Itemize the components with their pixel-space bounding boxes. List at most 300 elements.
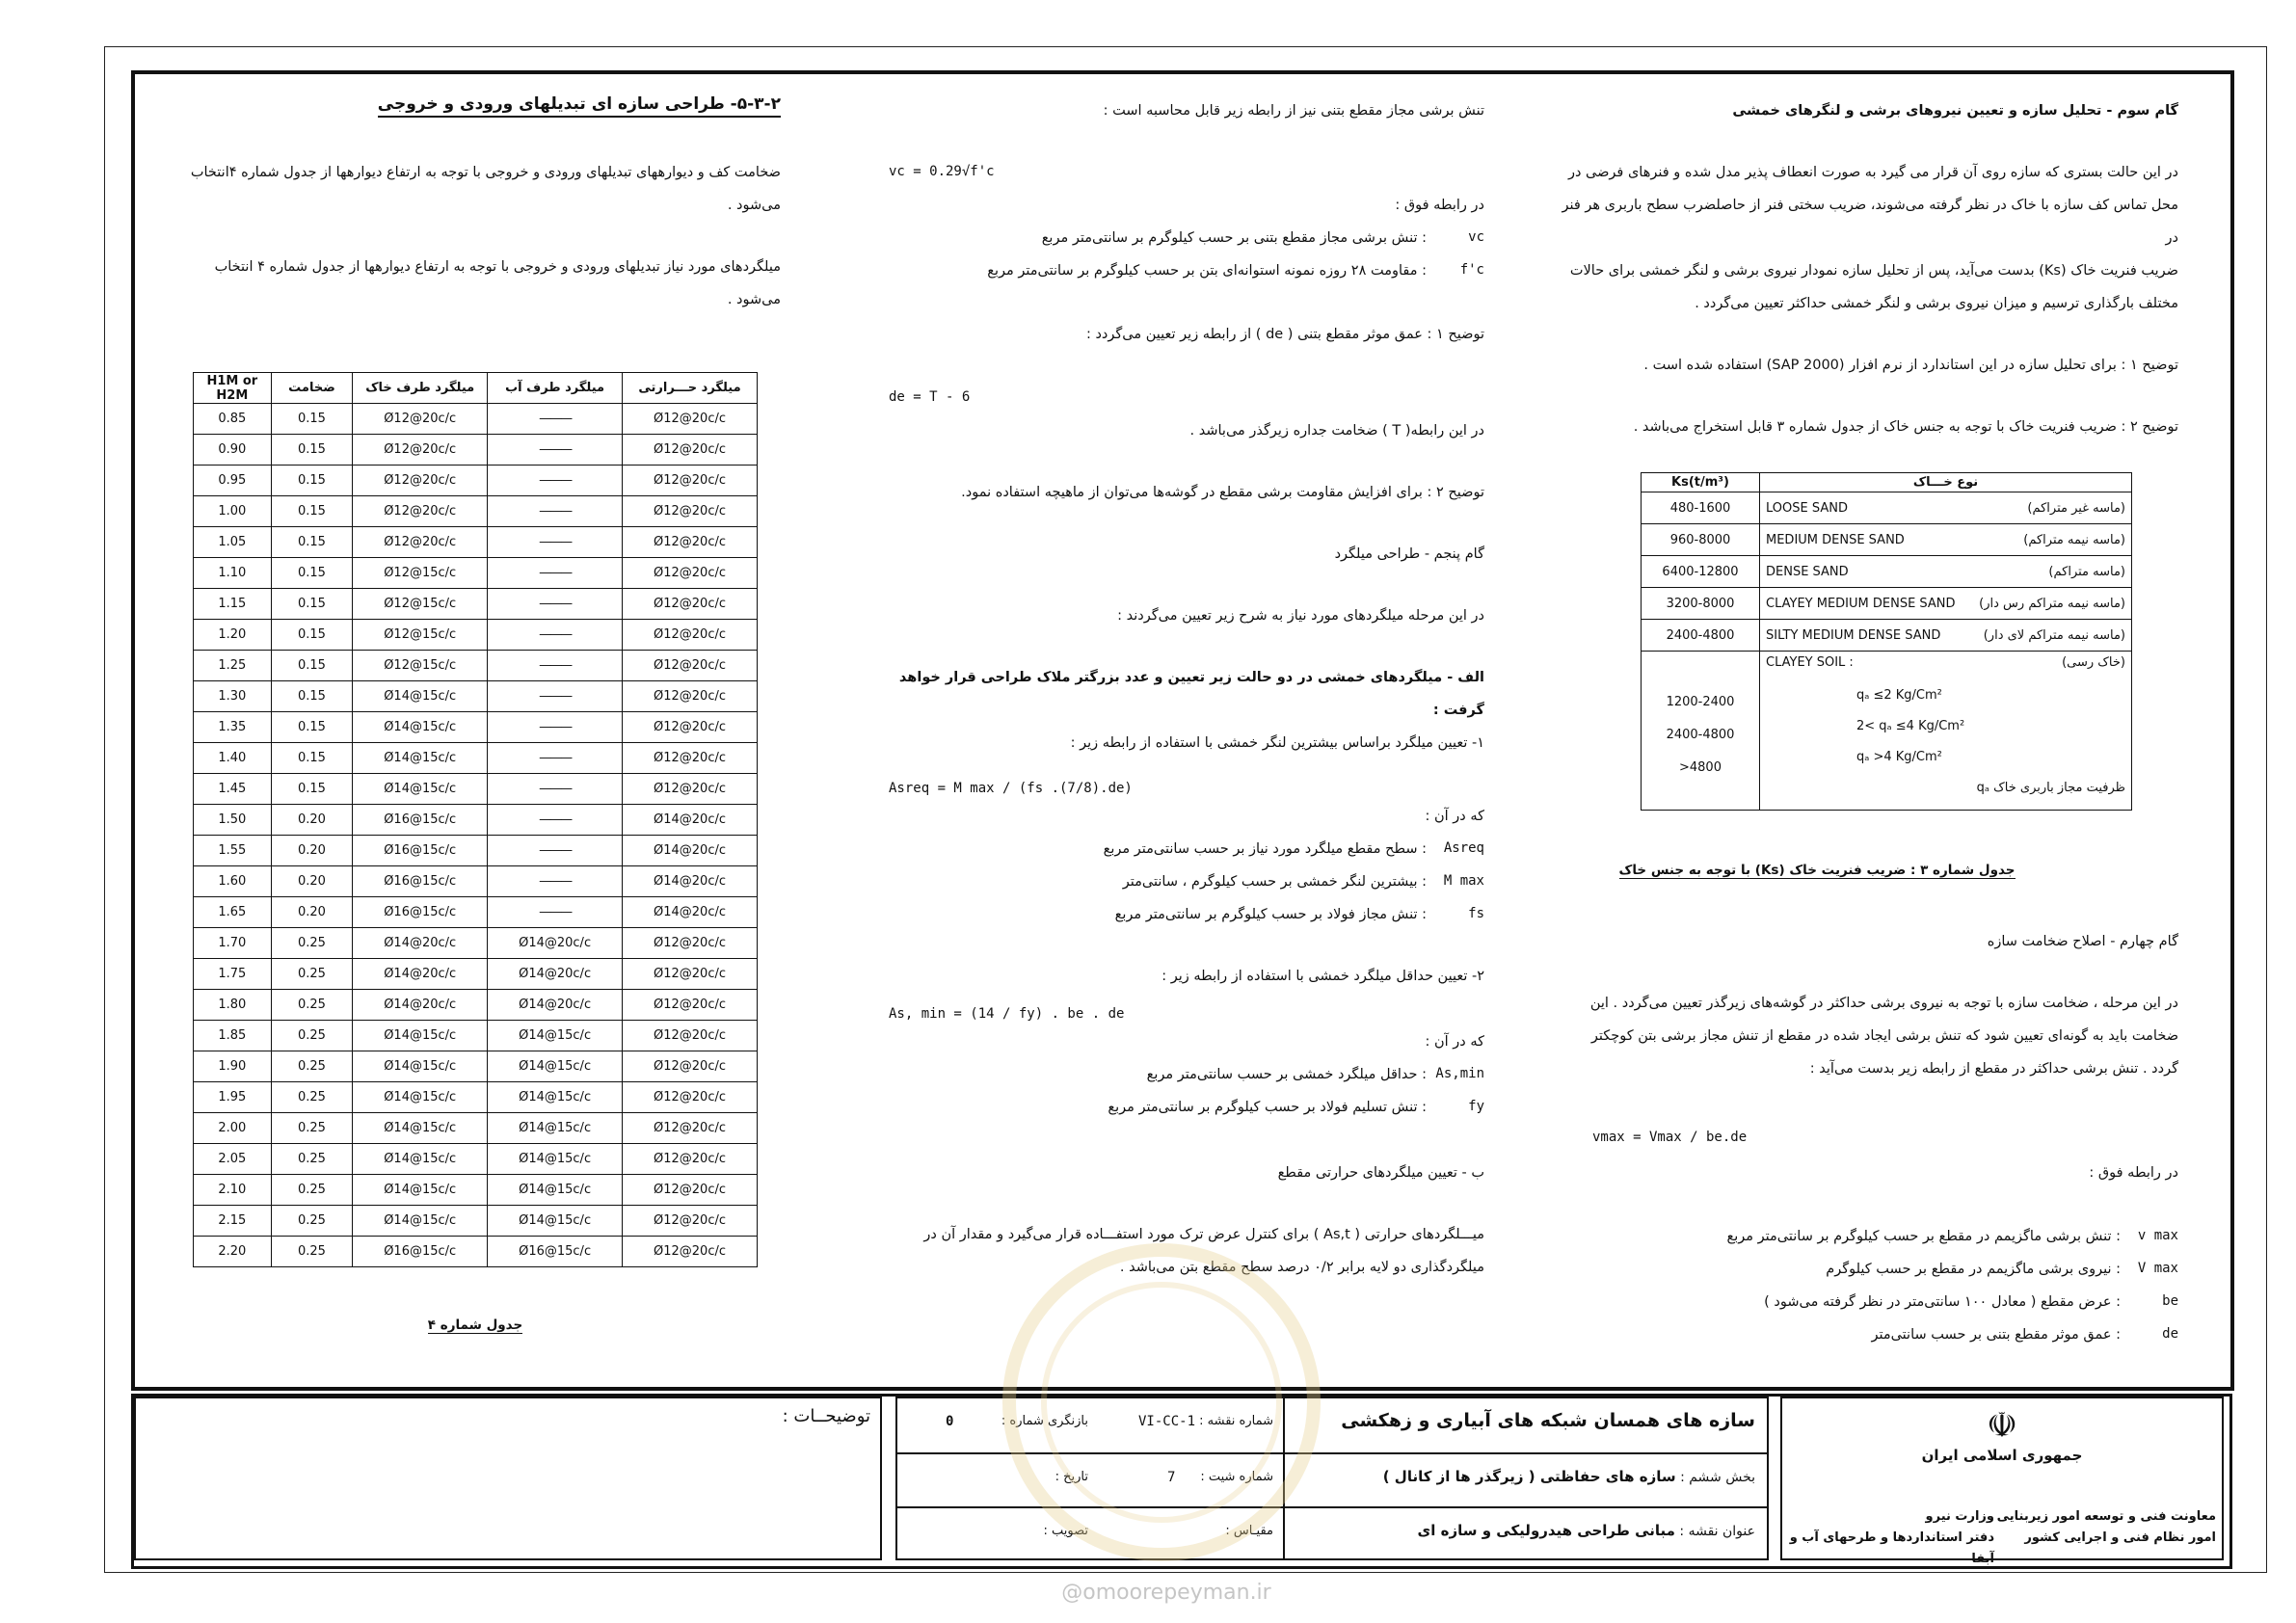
- table-row: [194, 1082, 758, 1113]
- table-row: [194, 836, 758, 866]
- table-cell: ———: [488, 527, 623, 558]
- ks-value: 1200-2400: [1666, 695, 1735, 709]
- table-cell: Ø12@20c/c: [353, 496, 488, 527]
- be-heading: ب - تعیین میلگردهای حرارتی مقطع: [1277, 1165, 1484, 1181]
- table-cell: Ø12@20c/c: [623, 990, 758, 1021]
- sheet-no: VI-CC-1: [1138, 1414, 1196, 1429]
- table-cell: 0.25: [271, 1051, 353, 1082]
- table-cell: Ø12@20c/c: [623, 589, 758, 620]
- t-definition: در این رابطه( T ) ضخامت جداره زیرگذر می‌باشد .: [1189, 423, 1484, 439]
- definition-text: : تنش تسلیم فولاد بر حسب کیلوگرم بر سانتی‌متر مربع: [1108, 1100, 1427, 1115]
- table-cell: 0.15: [271, 466, 353, 496]
- table-cell: 1.25: [194, 651, 272, 681]
- table-cell: 0.15: [271, 589, 353, 620]
- table-cell: ———: [488, 404, 623, 435]
- definition-symbol: be: [2162, 1293, 2178, 1309]
- table-cell: Ø14@15c/c: [353, 774, 488, 805]
- table-cell: Ø12@20c/c: [353, 404, 488, 435]
- table-cell: Ø14@15c/c: [353, 1021, 488, 1051]
- org-right-line: معاونت فنی و توسعه امور زیربنایی: [1996, 1509, 2216, 1524]
- mid-defs-3: [887, 1058, 1484, 1124]
- table-cell: 1.60: [194, 866, 272, 897]
- definition-row: [887, 254, 1484, 287]
- formula-asmin: As, min = (14 / fy) . be . de: [889, 1006, 1125, 1022]
- table-cell: Ø14@15c/c: [353, 1113, 488, 1144]
- clay-en: CLAYEY SOIL :: [1766, 655, 1854, 670]
- table-row: [194, 681, 758, 712]
- ks-row: [1642, 556, 2132, 588]
- table-cell: 2.15: [194, 1206, 272, 1237]
- soil-en: SILTY MEDIUM DENSE SAND: [1766, 627, 1941, 643]
- ks-row: [1642, 588, 2132, 620]
- table-cell: 2.20: [194, 1237, 272, 1267]
- left-para: ضخامت کف و دیوارههای تبدیلهای ورودی و خروجی با توجه به ارتفاع دیوارهها از جدول شماره ۴انتخاب: [190, 165, 781, 180]
- table-cell: 1.85: [194, 1021, 272, 1051]
- watermark-inner-ring: [1041, 1282, 1282, 1523]
- definition-symbol: vc: [1468, 229, 1484, 245]
- table-cell: ———: [488, 866, 623, 897]
- table-cell: 0.95: [194, 466, 272, 496]
- table-row: [194, 496, 758, 527]
- soil-en: MEDIUM DENSE SAND: [1766, 532, 1905, 547]
- soil-type-cell: [1760, 556, 2132, 588]
- table-cell: Ø14@20c/c: [623, 897, 758, 928]
- table-cell: 2.05: [194, 1144, 272, 1175]
- item-1: ۱- تعیین میلگرد براساس بیشترین لنگر خمشی با استفاده از رابطه زیر :: [1070, 735, 1484, 751]
- ks-value: 2400-4800: [1666, 728, 1735, 742]
- table-cell: Ø12@20c/c: [623, 1206, 758, 1237]
- table-cell: 0.25: [271, 990, 353, 1021]
- table-cell: 1.80: [194, 990, 272, 1021]
- table-cell: Ø12@20c/c: [623, 774, 758, 805]
- scale-label: مقیـاس :: [1225, 1524, 1273, 1538]
- table-cell: 1.90: [194, 1051, 272, 1082]
- table-cell: Ø14@15c/c: [353, 1144, 488, 1175]
- table-cell: 0.15: [271, 681, 353, 712]
- table-cell: Ø16@15c/c: [353, 866, 488, 897]
- para-line: گردد . تنش برشی حداکثر در مقطع از رابطه زیر بدست می‌آید :: [1809, 1061, 2178, 1077]
- soil-fa: (ماسه متراکم): [2048, 564, 2125, 579]
- table-cell: Ø12@20c/c: [623, 620, 758, 651]
- table-cell: Ø14@15c/c: [353, 681, 488, 712]
- table-cell: 1.30: [194, 681, 272, 712]
- page-number: 7: [1167, 1470, 1176, 1485]
- table-row: [194, 435, 758, 466]
- ks-value: >4800: [1679, 760, 1722, 775]
- definition-text: : نیروی برشی ماگزیمم در مقطع بر حسب کیلوگرم: [1826, 1262, 2121, 1277]
- table-cell: Ø14@20c/c: [623, 805, 758, 836]
- table-cell: Ø16@15c/c: [353, 1237, 488, 1267]
- definition-text: : مقاومت ۲۸ روزه نمونه استوانه‌ای بتن بر حسب کیلوگرم بر سانتی‌متر مربع: [987, 263, 1427, 279]
- table-cell: Ø12@20c/c: [623, 743, 758, 774]
- col-water-side: میلگرد طرف آب: [488, 373, 623, 404]
- ks-table: [1641, 472, 2132, 811]
- table-cell: Ø12@20c/c: [623, 928, 758, 959]
- table-cell: Ø14@15c/c: [488, 1082, 623, 1113]
- table-cell: 0.15: [271, 527, 353, 558]
- where: که در آن :: [1425, 809, 1484, 824]
- table-cell: Ø14@20c/c: [488, 959, 623, 990]
- notes-cell: [134, 1397, 882, 1560]
- emblem-icon: ☫: [1986, 1406, 2018, 1446]
- formula-vc: vc = 0.29√f'c: [889, 164, 995, 179]
- date-label: تاریخ :: [1055, 1470, 1088, 1484]
- definition-symbol: de: [2162, 1326, 2178, 1342]
- watermark-text: @omoorepeyman.ir: [1061, 1581, 1271, 1605]
- ks-table-wrap: [1641, 472, 2132, 811]
- table-cell: Ø14@15c/c: [353, 1051, 488, 1082]
- table-cell: Ø12@20c/c: [623, 1021, 758, 1051]
- table-row: [194, 959, 758, 990]
- table-cell: 1.35: [194, 712, 272, 743]
- mid-note-2: توضیح ۲ : برای افزایش مقاومت برشی مقطع در گوشه‌ها می‌توان از ماهیچه استفاده نمود.: [961, 485, 1484, 500]
- table-cell: Ø16@15c/c: [353, 897, 488, 928]
- ks-value: 3200-8000: [1642, 588, 1760, 620]
- table-cell: 1.40: [194, 743, 272, 774]
- soil-type-cell: [1760, 588, 2132, 620]
- definition-symbol: v max: [2137, 1228, 2178, 1243]
- table-cell: 0.25: [271, 928, 353, 959]
- definition-row: [887, 222, 1484, 254]
- mid-defs-1: [887, 222, 1484, 287]
- step4-heading: گام چهارم - اصلاح ضخامت سازه: [1987, 934, 2178, 949]
- table-row: [194, 1237, 758, 1267]
- table-row: [194, 1175, 758, 1206]
- para-line: مختلف بارگذاری ترسیم و میزان نیروی برشی و لنگر خمشی حداکثر تعیین می‌گردد .: [1695, 296, 2178, 311]
- table-cell: 1.50: [194, 805, 272, 836]
- approve-label: تصویب :: [1043, 1524, 1088, 1538]
- table-cell: 0.15: [271, 496, 353, 527]
- table-cell: Ø14@20c/c: [488, 990, 623, 1021]
- table-cell: ———: [488, 774, 623, 805]
- shear-intro: تنش برشی مجاز مقطع بتنی نیز از رابطه زیر قابل محاسبه است :: [1103, 103, 1484, 119]
- table-cell: 0.15: [271, 558, 353, 589]
- table-cell: Ø12@15c/c: [353, 651, 488, 681]
- soil-type-cell: [1760, 492, 2132, 524]
- table-cell: Ø12@20c/c: [623, 496, 758, 527]
- org-right-line: امور نظام فنی و اجرایی کشور: [2024, 1530, 2216, 1545]
- item-2: ۲- تعیین حداقل میلگرد خمشی با استفاده از رابطه زیر :: [1161, 969, 1484, 984]
- revision: 0: [946, 1414, 954, 1429]
- definition-row: [887, 1058, 1484, 1091]
- alef-text: الف - میلگردهای خمشی در دو حالت زیر تعیین و عدد بزرگتر ملاک طراحی قرار خواهد گرفت :: [898, 670, 1484, 718]
- table-row: [194, 897, 758, 928]
- org-left-line: وزارت نیرو: [1925, 1509, 1994, 1524]
- definition-text: : بیشترین لنگر خمشی بر حسب کیلوگرم ، سانتی‌متر: [1122, 874, 1427, 890]
- para-line: محل تماس کف سازه با خاک در نظر گرفته می‌شوند، ضریب سختی فنر از حاصلضرب سطح باربری هر فنر در: [1562, 198, 2178, 246]
- table-cell: Ø12@15c/c: [353, 558, 488, 589]
- definition-row: [887, 833, 1484, 865]
- soil-en: LOOSE SAND: [1766, 500, 1848, 516]
- soil-en: DENSE SAND: [1766, 564, 1849, 579]
- soil-fa: (ماسه نیمه متراکم رس دار): [1979, 596, 2125, 611]
- col-soil-side: میلگرد طرف خاک: [353, 373, 488, 404]
- qa-note: qₐ ظرفیت مجاز باربری خاک: [1976, 781, 2125, 795]
- table-cell: ———: [488, 805, 623, 836]
- table-cell: Ø12@20c/c: [623, 712, 758, 743]
- in-relation: در رابطه فوق :: [1395, 198, 1484, 213]
- clay-cond: qₐ ≤2 Kg/Cm²: [1856, 688, 1942, 703]
- table-cell: 0.15: [271, 774, 353, 805]
- table-cell: 0.90: [194, 435, 272, 466]
- table-cell: Ø14@20c/c: [353, 959, 488, 990]
- table-cell: Ø14@15c/c: [353, 712, 488, 743]
- rev-label: بازنگری شماره :: [1001, 1414, 1088, 1428]
- soil-type-cell: [1760, 620, 2132, 652]
- soil-fa: (ماسه نیمه متراکم): [2023, 532, 2125, 547]
- table-cell: 0.25: [271, 959, 353, 990]
- note-2: توضیح ۲ : ضریب فنریت خاک با توجه به جنس خاک از جدول شماره ۳ قابل استخراج می‌باشد .: [1633, 419, 2178, 435]
- table-cell: Ø12@20c/c: [623, 1237, 758, 1267]
- table-row: [194, 1113, 758, 1144]
- table-cell: 1.75: [194, 959, 272, 990]
- definition-text: : تنش برشی ماگزیمم در مقطع بر حسب کیلوگرم بر سانتی‌متر مربع: [1726, 1229, 2121, 1244]
- step5-heading: گام پنجم - طراحی میلگرد: [1334, 546, 1484, 562]
- table-cell: 0.25: [271, 1113, 353, 1144]
- table-cell: Ø16@15c/c: [488, 1237, 623, 1267]
- table-cell: ———: [488, 651, 623, 681]
- table-cell: 1.55: [194, 836, 272, 866]
- table-cell: Ø12@20c/c: [353, 435, 488, 466]
- table-cell: ———: [488, 712, 623, 743]
- ks-value: 2400-4800: [1642, 620, 1760, 652]
- definition-symbol: fy: [1468, 1099, 1484, 1114]
- drawing-title-label: عنوان نقشه :: [1679, 1524, 1755, 1539]
- ks-value: 480-1600: [1642, 492, 1760, 524]
- table-cell: Ø12@20c/c: [623, 466, 758, 496]
- table-cell: 0.20: [271, 805, 353, 836]
- table-cell: Ø12@20c/c: [623, 959, 758, 990]
- ks-row: [1642, 492, 2132, 524]
- table3-caption: جدول شماره ۳ : ضریب فنریت خاک (Ks) با توجه به جنس خاک: [1618, 863, 2016, 878]
- table-cell: Ø16@15c/c: [353, 836, 488, 866]
- table-cell: ———: [488, 589, 623, 620]
- table-cell: Ø14@20c/c: [488, 928, 623, 959]
- table-cell: ———: [488, 466, 623, 496]
- definition-text: : تنش مجاز فولاد بر حسب کیلوگرم بر سانتی‌متر مربع: [1114, 907, 1427, 922]
- table-cell: 1.20: [194, 620, 272, 651]
- table-cell: Ø12@20c/c: [623, 681, 758, 712]
- table-cell: Ø16@15c/c: [353, 805, 488, 836]
- page-label: شماره شیت :: [1200, 1470, 1273, 1484]
- table-cell: Ø12@20c/c: [623, 558, 758, 589]
- table-cell: Ø14@15c/c: [488, 1144, 623, 1175]
- table-cell: ———: [488, 681, 623, 712]
- table-row: [194, 527, 758, 558]
- table-cell: Ø14@20c/c: [353, 990, 488, 1021]
- definition-text: : حداقل میلگرد خمشی بر حسب سانتی‌متر مربع: [1146, 1067, 1427, 1082]
- rebar-table: [193, 372, 758, 1267]
- formula-vmax: vmax = Vmax / be.de: [1592, 1130, 1748, 1145]
- table-row: [194, 866, 758, 897]
- table-row: [194, 466, 758, 496]
- in-relation: در رابطه فوق :: [2089, 1165, 2178, 1181]
- notes-label: توضیحــات :: [782, 1406, 870, 1426]
- table-cell: Ø12@20c/c: [623, 651, 758, 681]
- soil-fa: (ماسه غیر متراکم): [2027, 500, 2125, 516]
- table-cell: 1.15: [194, 589, 272, 620]
- table-row: [194, 743, 758, 774]
- org-cell: [1780, 1397, 2224, 1566]
- table-cell: 0.15: [271, 404, 353, 435]
- table-cell: ———: [488, 743, 623, 774]
- definition-row: [1562, 1253, 2178, 1286]
- formula-de: de = T - 6: [889, 389, 971, 405]
- table-cell: 0.15: [271, 651, 353, 681]
- table-cell: Ø12@20c/c: [353, 466, 488, 496]
- table-row: [194, 1144, 758, 1175]
- section-label: بخش ششم :: [1680, 1470, 1755, 1485]
- table-row: [194, 620, 758, 651]
- definition-row: [887, 1091, 1484, 1124]
- table-cell: Ø14@15c/c: [353, 1082, 488, 1113]
- ks-row: [1642, 620, 2132, 652]
- definition-row: [1562, 1220, 2178, 1253]
- table-cell: 1.65: [194, 897, 272, 928]
- table-row: [194, 805, 758, 836]
- stage-text: در این مرحله میلگردهای مورد نیاز به شرح زیر تعیین می‌گردند :: [1117, 608, 1484, 624]
- table-cell: 2.10: [194, 1175, 272, 1206]
- step3-heading: گام سوم - تحلیل سازه و تعیین نیروهای برشی و لنگرهای خمشی: [1732, 103, 2178, 119]
- table-cell: Ø12@20c/c: [623, 1175, 758, 1206]
- left-para: می‌شود .: [727, 292, 781, 307]
- section-name: سازه های حفاظتی ( زیرگذر ها از کانال ): [1382, 1468, 1676, 1485]
- definition-row: [1562, 1286, 2178, 1318]
- table-cell: 0.25: [271, 1021, 353, 1051]
- table-cell: 0.15: [271, 743, 353, 774]
- table-cell: ———: [488, 620, 623, 651]
- table-row: [194, 1206, 758, 1237]
- table-cell: Ø12@20c/c: [623, 1082, 758, 1113]
- table-row: [194, 990, 758, 1021]
- table-cell: 0.25: [271, 1175, 353, 1206]
- definition-symbol: M max: [1443, 873, 1484, 889]
- table4-caption: جدول شماره ۴: [427, 1317, 523, 1333]
- thermal-line: میـــلگردهای حرارتی ( As,t ) برای کنترل عرض ترک مورد استفـــاده قرار می‌گیرد و مقدار آن در: [923, 1227, 1484, 1242]
- table-row: [194, 774, 758, 805]
- clay-cond: qₐ >4 Kg/Cm²: [1856, 750, 1942, 764]
- soil-type-header: نوع خـــاک: [1760, 473, 2132, 492]
- table-cell: 1.10: [194, 558, 272, 589]
- right-column: [1562, 94, 2178, 443]
- thermal-line: میلگردگذاری دو لایه برابر ۰/۲ درصد سطح مقطع بتن می‌باشد .: [1119, 1260, 1484, 1275]
- clay-fa: (خاک رسی): [2062, 655, 2125, 670]
- table-row: [194, 404, 758, 435]
- table-cell: ———: [488, 435, 623, 466]
- mid-defs-2: [887, 833, 1484, 931]
- table-cell: ———: [488, 836, 623, 866]
- table-cell: Ø14@15c/c: [488, 1021, 623, 1051]
- table-cell: Ø12@20c/c: [623, 404, 758, 435]
- table-row: [194, 712, 758, 743]
- table-cell: Ø14@15c/c: [488, 1113, 623, 1144]
- col-thickness: ضخامت: [271, 373, 353, 404]
- table-cell: Ø12@20c/c: [623, 527, 758, 558]
- table-row: [194, 1021, 758, 1051]
- mid-note-1: توضیح ۱ : عمق موثر مقطع بتنی ( de ) از رابطه زیر تعیین می‌گردد :: [1085, 327, 1484, 342]
- table-cell: 0.85: [194, 404, 272, 435]
- ks-value: 960-8000: [1642, 524, 1760, 556]
- left-para: میلگردهای مورد نیاز تبدیلهای ورودی و خروجی با توجه به ارتفاع دیوارهها از جدول شماره ۴ انتخاب: [214, 259, 781, 275]
- table-cell: Ø14@15c/c: [353, 743, 488, 774]
- table-cell: Ø14@15c/c: [488, 1206, 623, 1237]
- clay-cond: 2< qₐ ≤4 Kg/Cm²: [1856, 719, 1965, 733]
- table-cell: 0.15: [271, 620, 353, 651]
- table-cell: ———: [488, 897, 623, 928]
- table-cell: Ø12@20c/c: [623, 1144, 758, 1175]
- definition-text: : عرض مقطع ( معادل ۱۰۰ سانتی‌متر در نظر گرفته می‌شود ): [1764, 1294, 2121, 1310]
- table-cell: 0.20: [271, 836, 353, 866]
- ks-header: Ks(t/m³): [1642, 473, 1760, 492]
- org-left-line: دفتر استانداردها و طرحهای آب و آبفا: [1789, 1530, 1994, 1566]
- table-cell: 1.00: [194, 496, 272, 527]
- table-row: [194, 558, 758, 589]
- table-cell: 0.20: [271, 897, 353, 928]
- table-cell: 0.25: [271, 1082, 353, 1113]
- table-cell: Ø14@20c/c: [353, 928, 488, 959]
- table-cell: Ø14@15c/c: [488, 1175, 623, 1206]
- right-defs: [1562, 1220, 2178, 1351]
- soil-type-cell: [1760, 524, 2132, 556]
- section-heading: ۵-۳-۲- طراحی سازه ای تبدیلهای ورودی و خروجی: [378, 94, 781, 118]
- col-height: H1M or H2M: [194, 373, 272, 404]
- para-line: در این مرحله ، ضخامت سازه با توجه به نیروی برشی حداکثر در گوشه‌های زیرگذر تعیین می‌گردد . این: [1589, 996, 2178, 1011]
- definition-text: : تنش برشی مجاز مقطع بتنی بر حسب کیلوگرم بر سانتی‌متر مربع: [1041, 230, 1427, 246]
- table-cell: 0.25: [271, 1144, 353, 1175]
- table-cell: Ø12@15c/c: [353, 589, 488, 620]
- definition-row: [1562, 1318, 2178, 1351]
- table-cell: Ø12@15c/c: [353, 620, 488, 651]
- definition-text: : عمق موثر مقطع بتنی بر حسب سانتی‌متر: [1871, 1327, 2121, 1343]
- where: که در آن :: [1425, 1034, 1484, 1050]
- definition-row: [887, 898, 1484, 931]
- table-cell: 1.05: [194, 527, 272, 558]
- table-cell: Ø12@20c/c: [623, 435, 758, 466]
- project-title: سازه های همسان شبکه های آبیاری و زهکشی: [1341, 1410, 1755, 1431]
- table-cell: Ø12@20c/c: [623, 1113, 758, 1144]
- right-lower: [1562, 925, 2178, 1085]
- table-cell: 1.45: [194, 774, 272, 805]
- table-row: [194, 651, 758, 681]
- table-cell: 0.20: [271, 866, 353, 897]
- table-cell: Ø14@15c/c: [488, 1051, 623, 1082]
- table-cell: ———: [488, 558, 623, 589]
- table-cell: Ø14@20c/c: [623, 836, 758, 866]
- soil-en: CLAYEY MEDIUM DENSE SAND: [1766, 596, 1956, 611]
- para-line: ضریب فنریت خاک (Ks) بدست می‌آید، پس از تحلیل سازه نمودار نیروی برشی و لنگر خمشی برای حالات: [1569, 263, 2178, 279]
- table-cell: 0.15: [271, 435, 353, 466]
- table-cell: Ø14@20c/c: [623, 866, 758, 897]
- table-cell: ———: [488, 496, 623, 527]
- definition-text: : سطح مقطع میلگرد مورد نیاز بر حسب سانتی‌متر مربع: [1103, 841, 1427, 857]
- table-row: [194, 1051, 758, 1082]
- table-cell: 1.95: [194, 1082, 272, 1113]
- formula-as: Asreq = M max / (fs .(7/8).de): [889, 781, 1133, 796]
- note-1: توضیح ۱ : برای تحلیل سازه در این استاندارد از نرم افزار (SAP 2000) استفاده شده است .: [1643, 358, 2178, 373]
- sheet-no-label: شماره نقشه :: [1199, 1414, 1273, 1428]
- para-line: ضخامت باید به گونه‌ای تعیین شود که تنش برشی ایجاد شده در مقطع از تنش مجاز برشی بتن کوچکتر: [1590, 1028, 2178, 1044]
- table-cell: Ø12@20c/c: [353, 527, 488, 558]
- table-cell: Ø14@15c/c: [353, 1175, 488, 1206]
- table-cell: 1.70: [194, 928, 272, 959]
- definition-symbol: V max: [2137, 1261, 2178, 1276]
- soil-fa: (ماسه نیمه متراکم لای دار): [1983, 627, 2125, 643]
- table-cell: Ø12@20c/c: [623, 1051, 758, 1082]
- table-cell: 0.25: [271, 1206, 353, 1237]
- definition-symbol: Asreq: [1443, 840, 1484, 856]
- table-cell: 2.00: [194, 1113, 272, 1144]
- table-cell: 0.25: [271, 1237, 353, 1267]
